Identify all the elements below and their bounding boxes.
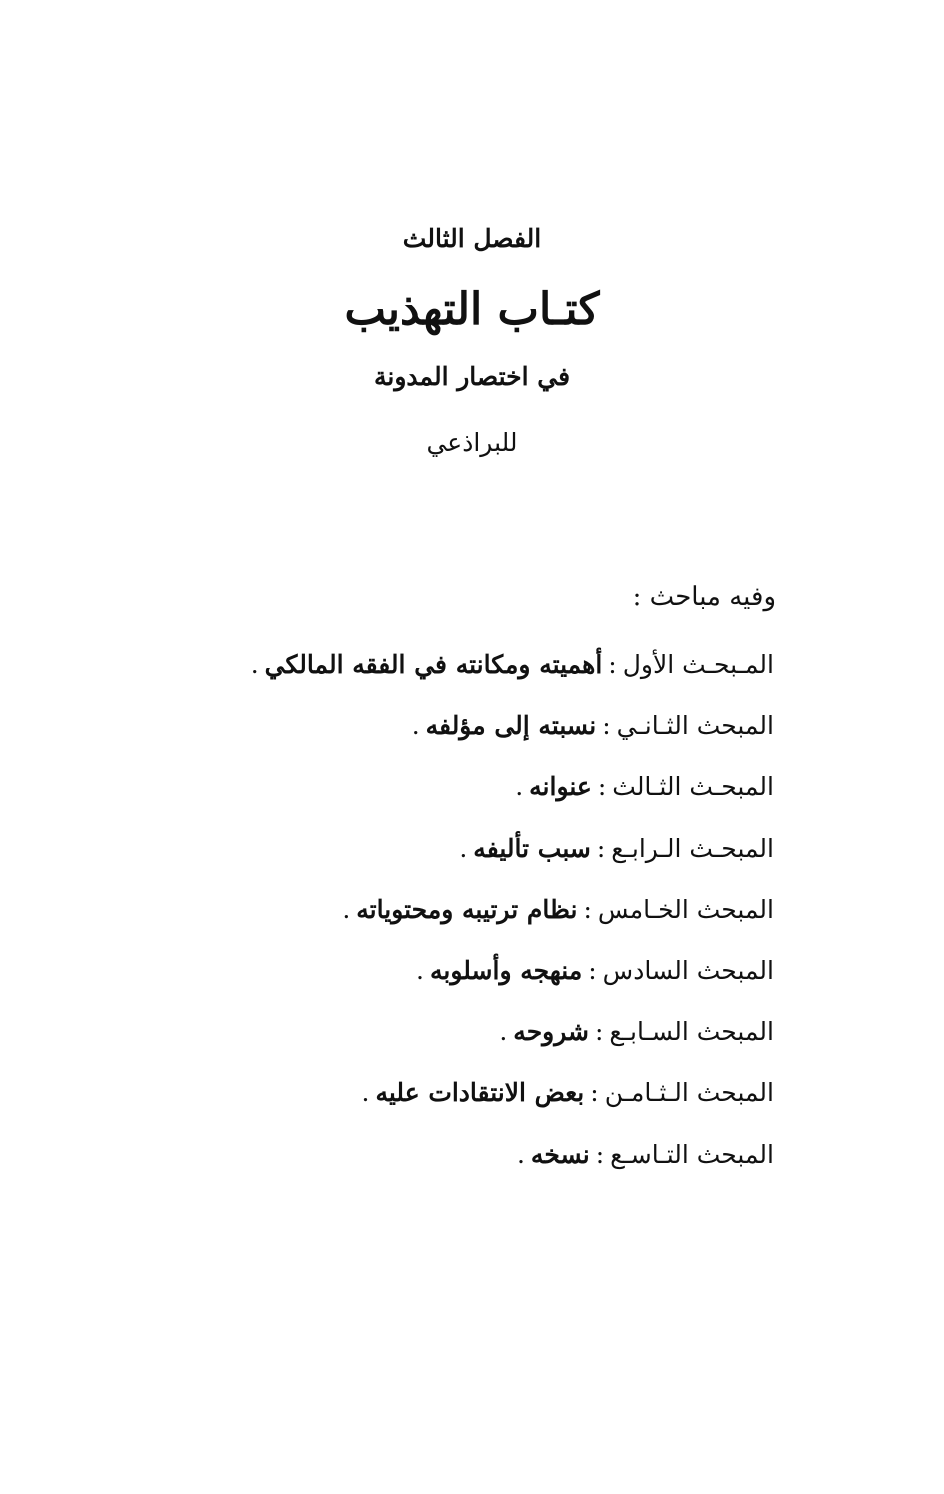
- section-item: [134, 1074, 774, 1135]
- separator: :: [590, 1078, 599, 1108]
- section-topic: نسخه: [530, 1139, 590, 1169]
- section-label: المبحث الثـانـي: [616, 711, 774, 741]
- separator: :: [594, 1017, 604, 1047]
- section-item: [134, 952, 774, 1013]
- terminator: .: [250, 650, 259, 679]
- book-author: للبراذعي: [426, 428, 518, 457]
- chapter-label: الفصل الثالث: [402, 224, 542, 253]
- separator: :: [583, 894, 592, 924]
- section-label: المبحث الـثـامـن: [604, 1078, 774, 1108]
- terminator: .: [459, 833, 468, 863]
- separator: :: [597, 772, 607, 802]
- terminator: .: [416, 955, 424, 985]
- section-item: [134, 1136, 774, 1197]
- terminator: .: [411, 711, 420, 741]
- section-topic: بعض الانتقادات عليه: [375, 1078, 585, 1108]
- section-item: [134, 891, 774, 952]
- terminator: .: [361, 1078, 370, 1108]
- section-topic: شروحه: [513, 1017, 589, 1047]
- section-topic: سبب تأليفه: [473, 833, 591, 863]
- section-topic: عنوانه: [529, 772, 592, 802]
- sections-list: [134, 646, 774, 1197]
- section-label: المبحث السادس: [602, 955, 774, 985]
- section-topic: أهميته ومكانته في الفقه المالكي: [264, 650, 603, 679]
- separator: :: [596, 833, 606, 863]
- section-item: [134, 830, 774, 891]
- terminator: .: [515, 772, 524, 802]
- sections-intro: وفيه مباحث :: [632, 582, 776, 612]
- section-item: [134, 707, 774, 768]
- separator: :: [588, 955, 597, 985]
- section-topic: منهجه وأسلوبه: [430, 955, 583, 985]
- section-label: المـبحـث الأول: [622, 650, 774, 679]
- section-item: [134, 768, 774, 829]
- section-label: المبحث الخـامس: [597, 894, 774, 924]
- separator: :: [608, 650, 617, 679]
- terminator: .: [499, 1017, 508, 1047]
- section-item: [134, 646, 774, 707]
- section-label: المبحـث الثـالث: [612, 772, 774, 802]
- section-item: [134, 1013, 774, 1074]
- separator: :: [602, 711, 611, 741]
- section-topic: نظام ترتيبه ومحتوياته: [356, 894, 578, 924]
- separator: :: [595, 1139, 605, 1169]
- section-label: المبحـث الـرابـع: [611, 833, 774, 863]
- terminator: .: [516, 1139, 525, 1169]
- section-label: المبحث التـاسـع: [610, 1139, 774, 1169]
- terminator: .: [342, 894, 351, 924]
- book-subtitle: في اختصار المدونة: [373, 362, 571, 391]
- section-topic: نسبته إلى مؤلفه: [425, 711, 597, 741]
- book-title: كتـاب التهذيب: [344, 284, 600, 335]
- section-label: المبحث السـابـع: [609, 1017, 774, 1047]
